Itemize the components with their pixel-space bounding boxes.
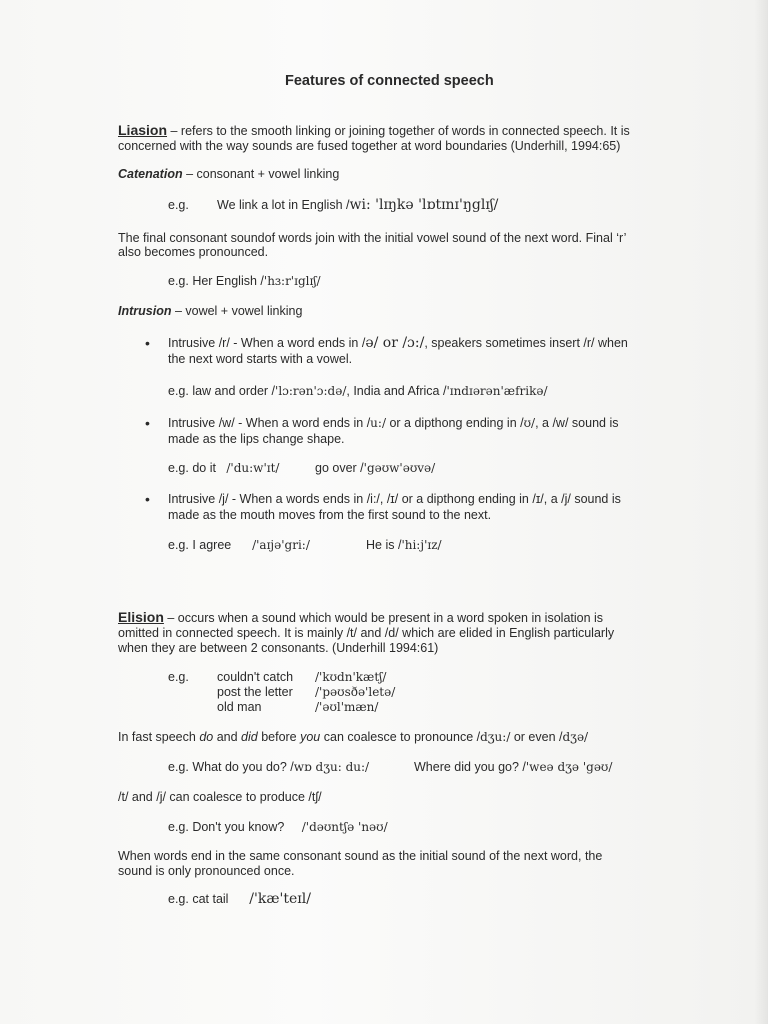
intrusive-w-eg-b-line — [315, 461, 435, 476]
bullet-intrusive-w: • — [145, 415, 150, 431]
fast-speech-do: do — [199, 730, 214, 744]
intrusive-r-eg-ipa-1: 'lɔ:rən'ɔ:də/ — [275, 384, 347, 398]
intrusion-term: Intrusion — [118, 304, 172, 318]
intrusive-w-eg-a: e.g. do it — [168, 461, 216, 475]
liaison-term: Liasion — [118, 122, 168, 138]
intrusive-w-text-a: Intrusive /w/ - When a word ends in / — [168, 416, 371, 430]
intrusive-j-line-2: made as the mouth moves from the first sound to the next. — [168, 508, 492, 522]
fast-speech-eg-a: e.g. What do you do? / — [168, 760, 294, 774]
page-title: Features of connected speech — [285, 73, 494, 89]
intrusive-r-eg-a: e.g. law and order / — [168, 384, 276, 398]
intrusive-j-eg-ipa-1: /'aɪjə'gri:/ — [252, 538, 310, 552]
intrusion-line — [118, 304, 302, 319]
intrusive-j-eg-a: e.g. I agree — [168, 538, 232, 552]
bullet-intrusive-j: • — [145, 491, 150, 507]
catenation-eg-label: e.g. — [168, 198, 189, 212]
elision-example-ipa-1: /'kʊdn'kætʃ/ — [315, 670, 387, 684]
intrusive-w-ipa-2: ʊ/ — [523, 416, 536, 430]
fast-speech-eg-b-line — [414, 760, 612, 775]
elision-eg-label: e.g. — [168, 670, 189, 684]
intrusive-w-line-1 — [168, 416, 618, 431]
same-consonant-eg-text: e.g. cat tail — [168, 892, 229, 906]
final-consonant-line-1: The final consonant soundof words join with the initial vowel sound of the next word. Final ‘r’ — [118, 231, 627, 245]
catenation-line — [118, 167, 339, 182]
intrusive-w-eg-ipa-2: 'gəʊw'əʊvə/ — [363, 461, 436, 475]
bullet-intrusive-r: • — [145, 335, 150, 351]
elision-def-2: omitted in connected speech. It is mainly /t/ and /d/ which are elided in English particularly — [118, 626, 615, 640]
intrusive-w-eg-b: go over / — [315, 461, 364, 475]
intrusive-r-text-a: Intrusive /r/ - When a word ends in / — [168, 336, 366, 350]
intrusive-r-line-1 — [168, 336, 628, 351]
fast-speech-eg-ipa-2: 'weə dʒə 'gəʊ/ — [525, 760, 613, 774]
fast-speech-did: did — [241, 730, 258, 744]
intrusive-j-eg-ipa-2: 'hi:j'ɪz/ — [401, 538, 442, 552]
catenation-term: Catenation — [118, 167, 183, 181]
intrusive-r-example — [168, 384, 548, 399]
fast-speech-you: you — [300, 730, 321, 744]
fast-speech-ipa-1: dʒu:/ — [480, 730, 511, 744]
fast-speech-text-e: or even / — [510, 730, 563, 744]
intrusive-w-line-2: made as the lips change shape. — [168, 432, 345, 446]
intrusive-w-text-e: , a /w/ sound is — [535, 416, 619, 430]
elision-example-word-1: couldn't catch — [217, 670, 294, 684]
intrusive-j-eg-b-line — [366, 538, 442, 553]
fast-speech-ipa-2: dʒə/ — [562, 730, 589, 744]
same-consonant-line-2: sound is only pronounced once. — [118, 864, 295, 878]
elision-example-word-2: post the letter — [217, 685, 293, 699]
coalesce-example — [168, 820, 388, 835]
intrusive-j-line-1: Intrusive /j/ - When a words ends in /i:/, /ɪ/ or a dipthong ending in /ɪ/, a /j/ sound is — [168, 492, 621, 506]
elision-def-3: when they are between 2 consonants. (Underhill 1994:61) — [118, 641, 439, 655]
same-consonant-example — [168, 892, 311, 907]
elision-example-ipa-2: /'pəʊsðə'letə/ — [315, 685, 396, 699]
liaison-def-2: concerned with the way sounds are fused together at word boundaries (Underhill, 1994:65) — [118, 139, 621, 153]
liaison-line-1 — [118, 123, 630, 139]
coalesce-eg-text: e.g. Don't you know? — [168, 820, 285, 834]
intrusive-w-ipa-1: u:/ — [370, 416, 386, 430]
same-consonant-eg-ipa: /'kæ'teɪl/ — [249, 891, 311, 907]
intrusive-j-eg-a-line — [168, 538, 310, 553]
elision-line-1 — [118, 610, 603, 626]
intrusive-w-eg-ipa-1: /'du:w'ɪt/ — [226, 461, 280, 475]
intrusive-w-text-c: or a dipthong ending in / — [386, 416, 524, 430]
intrusive-r-text-c: , speakers sometimes insert /r/ when — [424, 336, 628, 350]
fast-speech-text-a: In fast speech — [118, 730, 200, 744]
intrusive-j-eg-b: He is / — [366, 538, 402, 552]
fast-speech-eg-ipa-1: wɒ dʒu: du:/ — [293, 760, 370, 774]
same-consonant-line-1: When words end in the same consonant sound as the initial sound of the next word, the — [118, 849, 603, 863]
intrusive-r-ipa: ə/ or /ɔ:/ — [365, 335, 425, 351]
coalesce-eg-ipa: /'dəʊntʃə 'nəʊ/ — [301, 820, 388, 834]
intrusion-def: – vowel + vowel linking — [171, 304, 303, 318]
fast-speech-text-b: and — [213, 730, 242, 744]
intrusive-w-eg-a-line — [168, 461, 279, 476]
liaison-def-1: – refers to the smooth linking or joining together of words in connected speech. It is — [167, 124, 630, 138]
final-consonant-example — [168, 274, 321, 289]
intrusive-r-eg-ipa-2: 'ɪndɪərən'æfrikə/ — [446, 384, 548, 398]
fast-speech-eg-a-line — [168, 760, 369, 775]
page-edge-shadow — [754, 0, 768, 1024]
fast-speech-text-d: can coalesce to pronounce / — [320, 730, 481, 744]
fast-speech-line — [118, 730, 588, 745]
coalesce-line: /t/ and /j/ can coalesce to produce /tʃ/ — [118, 790, 322, 804]
intrusive-r-line-2: the next word starts with a vowel. — [168, 352, 353, 366]
elision-term: Elision — [118, 609, 164, 625]
final-consonant-eg-ipa: 'hɜ:r'ɪglɪʃ/ — [263, 274, 321, 288]
catenation-def: – consonant + vowel linking — [182, 167, 340, 181]
fast-speech-eg-b: Where did you go? / — [414, 760, 526, 774]
catenation-eg-ipa: wi: 'lɪŋkə 'lɒtɪnɪ'ŋglɪʃ/ — [349, 197, 499, 213]
fast-speech-text-c: before — [257, 730, 301, 744]
elision-def-1: – occurs when a sound which would be present in a word spoken in isolation is — [163, 611, 604, 625]
catenation-example — [217, 198, 498, 213]
elision-example-word-3: old man — [217, 700, 262, 714]
final-consonant-eg-text: e.g. Her English / — [168, 274, 264, 288]
intrusive-r-eg-b: , India and Africa / — [346, 384, 447, 398]
final-consonant-line-2: also becomes pronounced. — [118, 245, 269, 259]
catenation-eg-text: We link a lot in English / — [217, 198, 350, 212]
elision-example-ipa-3: /'əʊl'mæn/ — [315, 700, 379, 714]
